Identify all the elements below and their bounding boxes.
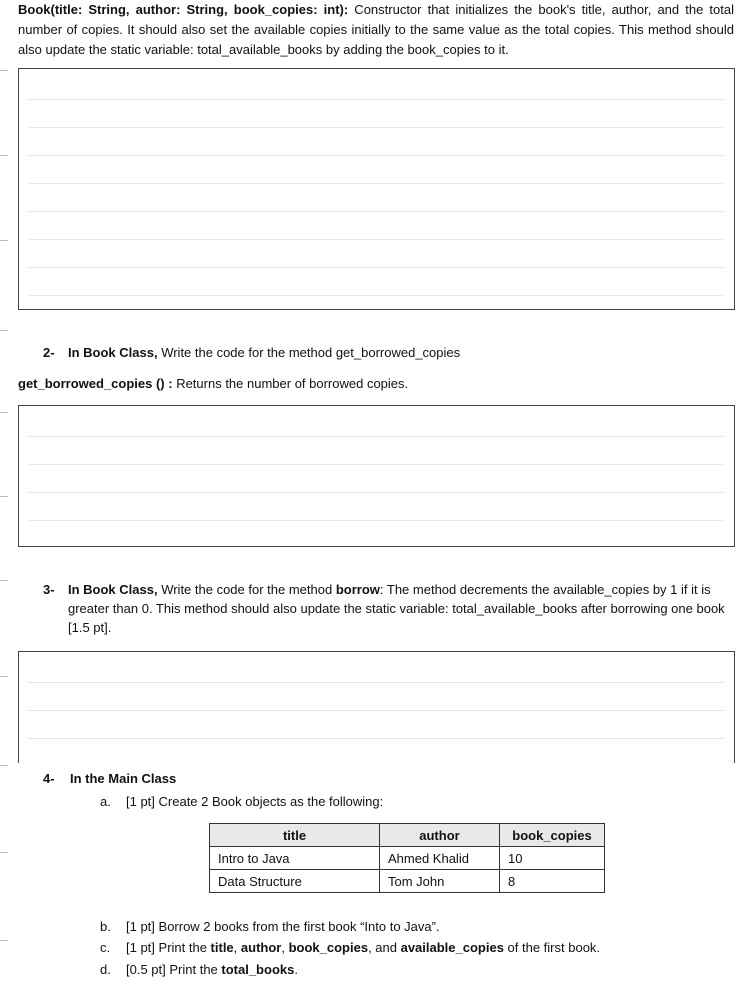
subquestion-label: c.: [100, 940, 111, 955]
question-4: [0, 769, 741, 789]
column-header-author: author: [380, 824, 500, 847]
question-2: [0, 343, 741, 363]
books-table: [209, 823, 605, 893]
question-number: 3-: [43, 582, 55, 597]
subquestion-d: [100, 960, 298, 979]
table-row: [210, 847, 605, 870]
column-header-title: title: [210, 824, 380, 847]
cell-author: Ahmed Khalid: [380, 847, 500, 870]
field-available-copies: available_copies: [400, 940, 504, 955]
question-title: In the Main Class: [70, 771, 177, 786]
table-row: [210, 870, 605, 893]
answer-box-get-borrowed-copies[interactable]: [18, 405, 735, 547]
subquestion-label: d.: [100, 962, 111, 977]
method-signature: get_borrowed_copies () :: [18, 376, 173, 391]
subquestion-text: [1 pt] Borrow 2 books from the first book “Into to Java”.: [126, 919, 440, 934]
field-author: author: [240, 940, 282, 955]
question-prefix: In Book Class,: [68, 345, 158, 360]
answer-box-borrow[interactable]: [18, 651, 735, 763]
question-text: : The method decrements the available_copies by 1 if it is greater than 0. This method should also update the static variable: total_available_books after borrowing one book [1.5 pt].: [68, 582, 725, 635]
margin-tick: [0, 155, 8, 156]
constructor-text: Constructor that initializes the book's title, author, and the total number of copies. It should also set the available copies initially to the same value as the total copies. This method should also update the static variable: total_available_books by adding the book_copies to it.: [18, 2, 734, 57]
cell-book-copies: 8: [500, 870, 605, 893]
margin-tick: [0, 940, 8, 941]
margin-tick: [0, 676, 8, 677]
subquestion-text: of the first book.: [503, 940, 601, 955]
margin-tick: [0, 765, 8, 766]
cell-book-copies: 10: [500, 847, 605, 870]
subquestion-text: [0.5 pt] Print the: [126, 962, 222, 977]
column-header-book-copies: book_copies: [500, 824, 605, 847]
margin-tick: [0, 330, 8, 331]
margin-tick: [0, 70, 8, 71]
margin-tick: [0, 852, 8, 853]
subquestion-text: [1 pt] Print the: [126, 940, 211, 955]
margin-tick: [0, 240, 8, 241]
subquestion-text: .: [294, 962, 298, 977]
field-book-copies: book_copies: [288, 940, 369, 955]
question-text: Write the code for the method get_borrowed_copies: [157, 345, 461, 360]
method-name: borrow: [335, 582, 380, 597]
cell-title: Intro to Java: [210, 847, 380, 870]
question-3: [0, 580, 741, 640]
separator: ,: [281, 940, 289, 955]
method-get-borrowed-copies: [18, 374, 408, 393]
question-text: Write the code for the method: [157, 582, 336, 597]
separator: ,: [233, 940, 241, 955]
table-header-row: [210, 824, 605, 847]
margin-tick: [0, 496, 8, 497]
answer-box-constructor[interactable]: [18, 68, 735, 310]
cell-title: Data Structure: [210, 870, 380, 893]
constructor-description: [18, 0, 734, 60]
field-total-books: total_books: [221, 962, 295, 977]
subquestion-label: b.: [100, 919, 111, 934]
method-description: Returns the number of borrowed copies.: [172, 376, 409, 391]
question-number: 4-: [43, 771, 55, 786]
margin-tick: [0, 412, 8, 413]
constructor-signature: Book(title: String, author: String, book_copies: int):: [18, 2, 349, 17]
separator: , and: [368, 940, 401, 955]
subquestion-c: [100, 938, 600, 957]
subquestion-a: [100, 792, 383, 811]
question-number: 2-: [43, 345, 55, 360]
subquestion-text: [1 pt] Create 2 Book objects as the following:: [126, 794, 384, 809]
question-prefix: In Book Class,: [68, 582, 158, 597]
subquestion-label: a.: [100, 794, 111, 809]
field-title: title: [210, 940, 234, 955]
cell-author: Tom John: [380, 870, 500, 893]
subquestion-b: [100, 917, 440, 936]
